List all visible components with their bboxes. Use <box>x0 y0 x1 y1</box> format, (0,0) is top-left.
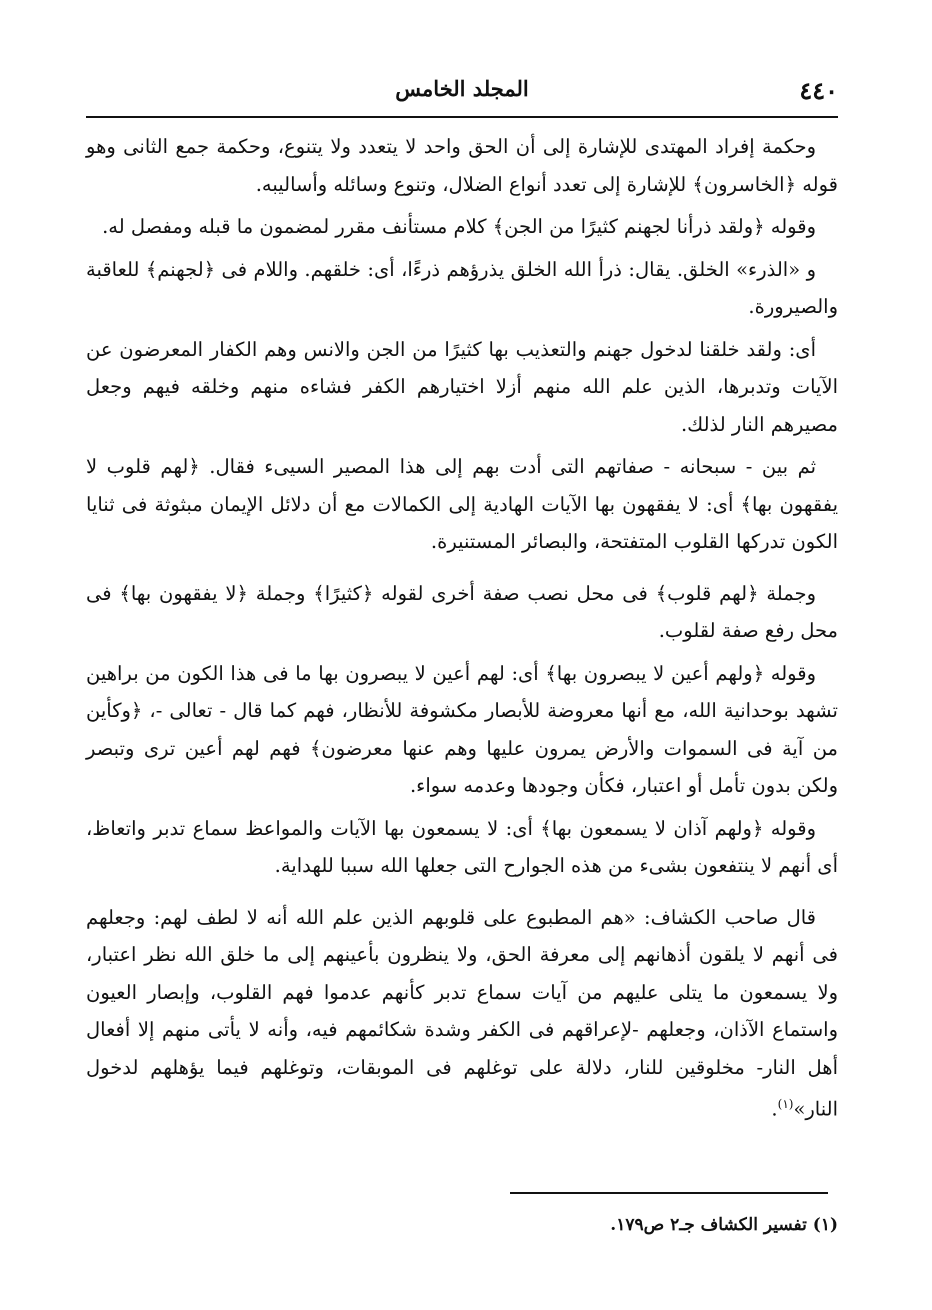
paragraph-7: وقوله ﴿ولهم أعين لا يبصرون بها﴾ أى: لهم أعين لا يبصرون بها ما فى هذا الكون من براهين تشهد بوحدانية الله، مع أنها معروضة للأبصار مكشوفة للأنظار، فهم كما قال - تعالى -، ﴿وكأين من آية فى السموات والأرض يمرون عليها وهم عنها معرضون﴾ فهم لهم أعين ترى وتبصر ولكن بدون تأمل أو اعتبار، فكأن وجودها وعدمه سواء. <box>86 661 838 797</box>
page-header <box>86 72 838 112</box>
quote-text: قال صاحب الكشاف: «هم المطبوع على قلوبهم الذين علم الله أنه لا لطف لهم: وجعلهم فى أنهم لا يلقون أذهانهم إلى معرفة الحق، ولا ينظرون بأعينهم إلى ما خلق الله نظر اعتبار، ولا يسمعون ما يتلى عليهم من آيات سماع تدبر كأنهم عدموا فهم القلوب، وإبصار العيون واستماع الآذان، وجعلهم -لإعراقهم فى الكفر وشدة شكائمهم فيه، وأنه لا يأتى منهم إلا أفعال أهل النار- مخلوقين للنار، دلالة على توغلهم فى الموبقات، وتوغلهم فيما يؤهلهم لدخول النار» <box>86 905 838 1121</box>
paragraph-9: قال صاحب الكشاف: «هم المطبوع على قلوبهم الذين علم الله أنه لا لطف لهم: وجعلهم فى أنهم لا يلقون أذهانهم إلى معرفة الحق، ولا ينظرون بأعينهم إلى ما خلق الله نظر اعتبار، ولا يسمعون ما يتلى عليهم من آيات سماع تدبر كأنهم عدموا فهم القلوب، وإبصار العيون واستماع الآذان، وجعلهم -لإعراقهم فى الكفر وشدة شكائمهم فيه، وأنه لا يأتى منهم إلا أفعال أهل النار- مخلوقين للنار، دلالة على توغلهم فى الموبقات، وتوغلهم فيما يؤهلهم لدخول النار»$^{(١)}$. <box>86 905 838 1121</box>
footnote: (١) تفسير الكشاف جـ٢ ص١٧٩. <box>610 1215 838 1235</box>
paragraph-6: وجملة ﴿لهم قلوب﴾ فى محل نصب صفة أخرى لقوله ﴿كثيرًا﴾ وجملة ﴿لا يفقهون بها﴾ فى محل رفع صفة لقلوب. <box>86 581 838 642</box>
main-text <box>86 128 838 1133</box>
footnote-divider <box>510 1192 828 1194</box>
running-title: المجلد الخامس <box>395 76 529 101</box>
paragraph-2: وقوله ﴿ولقد ذرأنا لجهنم كثيرًا من الجن﴾ كلام مستأنف مقرر لمضمون ما قبله ومفصل له. <box>102 215 816 238</box>
paragraph-3: و «الذرء» الخلق. يقال: ذرأ الله الخلق يذرؤهم ذرءًا، أى: خلقهم. واللام فى ﴿لجهنم﴾ للعاقبة والصيرورة. <box>86 257 838 318</box>
paragraph-4: أى: ولقد خلقنا لدخول جهنم والتعذيب بها كثيرًا من الجن والانس وهم الكفار المعرضون عن الآيات وتدبرها، الذين علم الله منهم أزلا اختيارهم الكفر فشاءه منهم وخلقه فيهم وجعل مصيرهم النار لذلك. <box>86 337 838 436</box>
paragraph-8: وقوله ﴿ولهم آذان لا يسمعون بها﴾ أى: لا يسمعون بها الآيات والمواعظ سماع تدبر واتعاظ، أى أنهم لا ينتفعون بشىء من هذه الجوارح التى جعلها الله سببا للهداية. <box>86 816 838 877</box>
paragraph-1: وحكمة إفراد المهتدى للإشارة إلى أن الحق واحد لا يتعدد ولا يتنوع، وحكمة جمع الثانى وهو قوله ﴿الخاسرون﴾ للإشارة إلى تعدد أنواع الضلال، وتنوع وسائله وأساليبه. <box>86 135 838 196</box>
page-number: ٤٤٠ <box>799 76 838 105</box>
header-divider <box>86 116 838 118</box>
footnote-reference[interactable]: (١) <box>777 1097 794 1111</box>
paragraph-5: ثم بين - سبحانه - صفاتهم التى أدت بهم إلى هذا المصير السيىء فقال. ﴿لهم قلوب لا يفقهون بها﴾ أى: لا يفقهون بها الآيات الهادية إلى الكمالات مع أن دلائل الإيمان مبثوثة فى ثنايا الكون تدركها القلوب المتفتحة، والبصائر المستنيرة. <box>86 455 838 553</box>
